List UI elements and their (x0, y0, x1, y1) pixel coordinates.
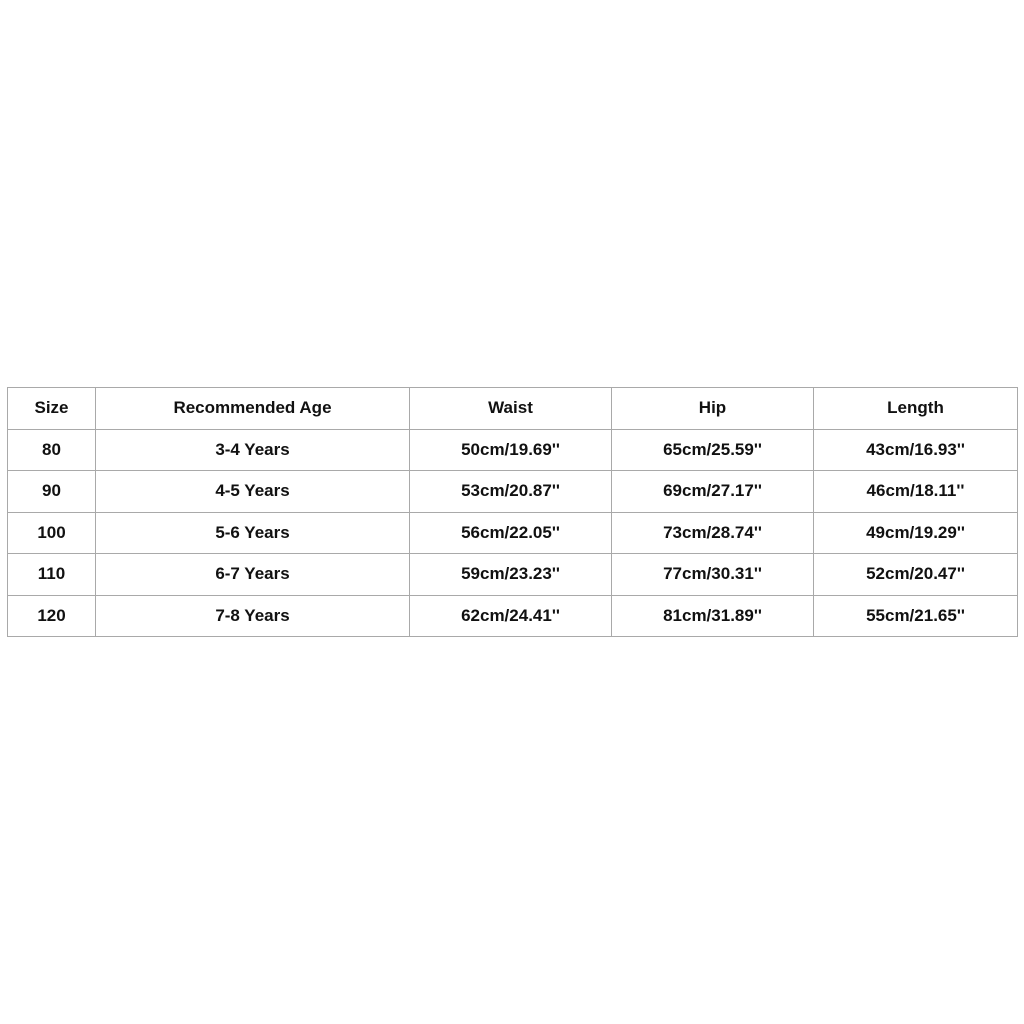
cell-recommended-age: 4-5 Years (96, 471, 410, 513)
table-row (8, 429, 1018, 471)
cell-length: 52cm/20.47'' (814, 554, 1018, 596)
cell-waist: 56cm/22.05'' (410, 512, 612, 554)
cell-length: 55cm/21.65'' (814, 595, 1018, 637)
cell-size: 90 (8, 471, 96, 513)
table-row (8, 471, 1018, 513)
table-row (8, 554, 1018, 596)
table-row (8, 512, 1018, 554)
cell-hip: 77cm/30.31'' (612, 554, 814, 596)
cell-waist: 53cm/20.87'' (410, 471, 612, 513)
cell-length: 43cm/16.93'' (814, 429, 1018, 471)
cell-size: 100 (8, 512, 96, 554)
cell-hip: 81cm/31.89'' (612, 595, 814, 637)
cell-size: 80 (8, 429, 96, 471)
header-hip: Hip (612, 388, 814, 430)
cell-waist: 59cm/23.23'' (410, 554, 612, 596)
cell-size: 110 (8, 554, 96, 596)
cell-waist: 50cm/19.69'' (410, 429, 612, 471)
cell-size: 120 (8, 595, 96, 637)
table-header-row (8, 388, 1018, 430)
cell-length: 46cm/18.11'' (814, 471, 1018, 513)
cell-hip: 69cm/27.17'' (612, 471, 814, 513)
header-length: Length (814, 388, 1018, 430)
cell-hip: 73cm/28.74'' (612, 512, 814, 554)
cell-recommended-age: 6-7 Years (96, 554, 410, 596)
cell-hip: 65cm/25.59'' (612, 429, 814, 471)
cell-waist: 62cm/24.41'' (410, 595, 612, 637)
header-recommended-age: Recommended Age (96, 388, 410, 430)
size-chart-table (7, 387, 1018, 637)
table-row (8, 595, 1018, 637)
cell-recommended-age: 5-6 Years (96, 512, 410, 554)
header-size: Size (8, 388, 96, 430)
header-waist: Waist (410, 388, 612, 430)
cell-recommended-age: 3-4 Years (96, 429, 410, 471)
cell-recommended-age: 7-8 Years (96, 595, 410, 637)
cell-length: 49cm/19.29'' (814, 512, 1018, 554)
